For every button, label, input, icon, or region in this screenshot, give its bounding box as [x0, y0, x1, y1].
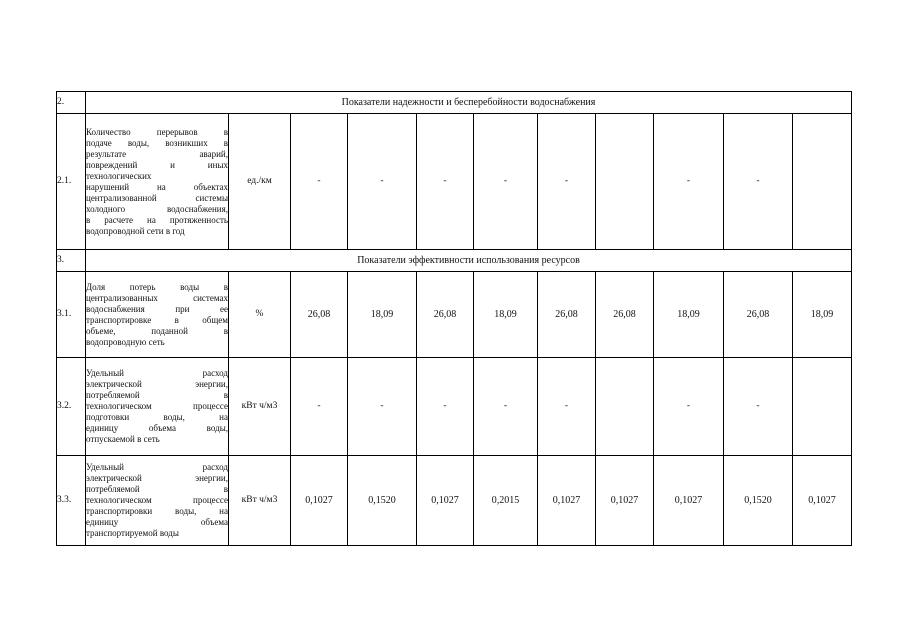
row-description — [86, 358, 229, 456]
description-line: Количество перерывов в — [86, 126, 228, 137]
description-line: Доля потерь воды в — [86, 281, 228, 292]
description-line: потребляемой в — [86, 484, 228, 494]
description-line: нарушений на объектах — [86, 181, 228, 192]
value-cell: 0,1520 — [348, 456, 417, 546]
description-line: объеме, поданной в — [86, 325, 228, 336]
section-title: Показатели надежности и бесперебойности водоснабжения — [86, 92, 852, 114]
value-cell: - — [538, 114, 596, 250]
table-row — [57, 456, 852, 546]
value-cell: - — [654, 358, 724, 456]
value-cell: 0,1027 — [793, 456, 852, 546]
unit-cell: % — [229, 272, 291, 358]
value-cell — [793, 358, 852, 456]
value-cell: 26,08 — [417, 272, 474, 358]
description-line: водоснабжения при ее — [86, 303, 228, 314]
description-line: транспортируемой воды — [86, 528, 179, 538]
section-number: 3. — [57, 250, 86, 272]
indicators-table — [56, 91, 852, 546]
section-title: Показатели эффективности использования ресурсов — [86, 250, 852, 272]
description-line: транспортировки воды, на — [86, 506, 228, 516]
value-cell: - — [474, 358, 538, 456]
section-header-row — [57, 250, 852, 272]
row-description — [86, 114, 229, 250]
description-line: подготовки воды, на — [86, 412, 228, 422]
value-cell: 0,1027 — [596, 456, 654, 546]
value-cell: 0,2015 — [474, 456, 538, 546]
value-cell: - — [348, 114, 417, 250]
section-number: 2. — [57, 92, 86, 114]
description-line: отпускаемой в сеть — [86, 434, 160, 444]
value-cell: - — [417, 358, 474, 456]
unit-cell: кВт ч/м3 — [229, 358, 291, 456]
row-description — [86, 272, 229, 358]
value-cell: 0,1027 — [291, 456, 348, 546]
value-cell — [596, 358, 654, 456]
row-number: 3.1. — [57, 272, 86, 358]
value-cell: 26,08 — [291, 272, 348, 358]
value-cell: - — [538, 358, 596, 456]
description-line: единицу объема — [86, 517, 228, 527]
value-cell: 0,1520 — [724, 456, 793, 546]
row-description — [86, 456, 229, 546]
description-line: в расчете на протяженность — [86, 214, 228, 225]
value-cell: 18,09 — [793, 272, 852, 358]
value-cell: - — [291, 114, 348, 250]
table-row — [57, 114, 852, 250]
description-line: электрической энергии, — [86, 473, 228, 483]
section-header-row — [57, 92, 852, 114]
description-line: технологическом процессе — [86, 495, 228, 505]
value-cell: - — [348, 358, 417, 456]
description-line: Удельный расход — [86, 368, 228, 378]
unit-cell: ед./км — [229, 114, 291, 250]
description-line: повреждений и иных — [86, 159, 228, 170]
value-cell: 0,1027 — [538, 456, 596, 546]
value-cell: 18,09 — [474, 272, 538, 358]
row-number: 3.2. — [57, 358, 86, 456]
value-cell: 0,1027 — [417, 456, 474, 546]
description-line: водопроводную сеть — [86, 336, 165, 347]
value-cell: - — [724, 358, 793, 456]
value-cell: - — [291, 358, 348, 456]
description-line: подаче воды, возникших в — [86, 137, 228, 148]
description-line: технологических — [86, 170, 152, 181]
row-number: 3.3. — [57, 456, 86, 546]
value-cell: 18,09 — [654, 272, 724, 358]
row-number: 2.1. — [57, 114, 86, 250]
description-line: водопроводной сети в год — [86, 225, 185, 236]
value-cell: 18,09 — [348, 272, 417, 358]
value-cell: 0,1027 — [654, 456, 724, 546]
description-line: холодного водоснабжения, — [86, 203, 228, 214]
table-row — [57, 272, 852, 358]
value-cell: 26,08 — [596, 272, 654, 358]
value-cell: - — [474, 114, 538, 250]
description-line: транспортировке в общем — [86, 314, 228, 325]
description-line: Удельный расход — [86, 462, 228, 472]
description-line: централизованной системы — [86, 192, 228, 203]
value-cell: - — [724, 114, 793, 250]
description-line: потребляемой в — [86, 390, 228, 400]
value-cell — [596, 114, 654, 250]
value-cell — [793, 114, 852, 250]
table-row — [57, 358, 852, 456]
description-line: электрической энергии, — [86, 379, 228, 389]
description-line: централизованных системах — [86, 292, 228, 303]
description-line: единицу объема воды, — [86, 423, 228, 433]
unit-cell: кВт ч/м3 — [229, 456, 291, 546]
value-cell: 26,08 — [538, 272, 596, 358]
description-line: технологическом процессе — [86, 401, 228, 411]
value-cell: - — [654, 114, 724, 250]
value-cell: 26,08 — [724, 272, 793, 358]
value-cell: - — [417, 114, 474, 250]
description-line: результате аварий, — [86, 148, 228, 159]
